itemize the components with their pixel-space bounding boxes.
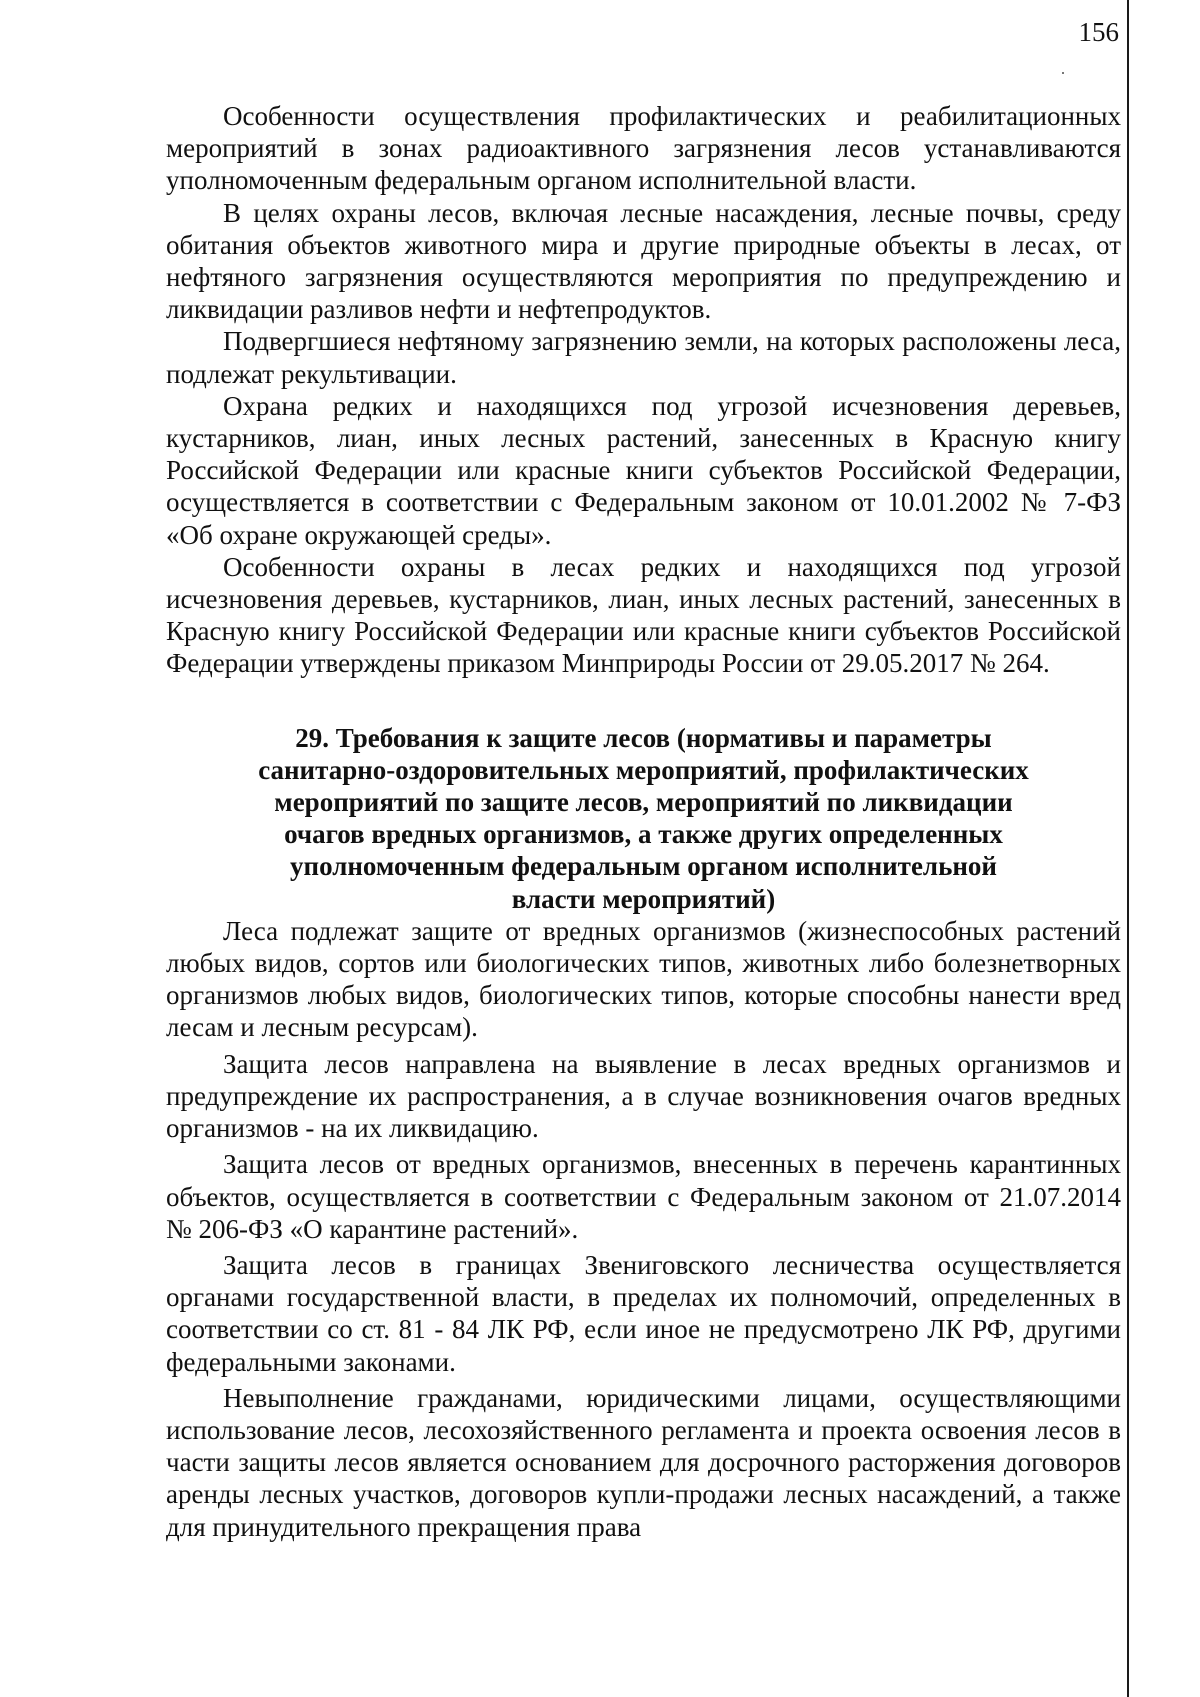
document-body <box>166 100 1121 1543</box>
page-number: 156 <box>1078 17 1119 47</box>
section-heading-line: очагов вредных организмов, а также других определенных <box>284 819 1003 850</box>
section-heading-line: уполномоченным федеральным органом исполнительной <box>290 851 997 882</box>
paragraph: Невыполнение гражданами, юридическими лицами, осуществляющими использование лесов, лесохозяйственного регламента и проекта освоения лесов в части защиты лесов является основанием для досрочного расторжения договоров аренды лесных участков, договоров купли-продажи лесных насаждений, а также для принудительного прекращения права <box>166 1382 1121 1542</box>
paragraph: Особенности охраны в лесах редких и находящихся под угрозой исчезновения деревьев, кустарников, лиан, иных лесных растений, занесенных в Красную книгу Российской Федерации или красные книги субъектов Российской Федерации утверждены приказом Минприроды России от 29.05.2017 № 264. <box>166 551 1121 679</box>
section-heading-line: 29. Требования к защите лесов (нормативы и параметры <box>295 722 992 753</box>
paragraph: Охрана редких и находящихся под угрозой исчезновения деревьев, кустарников, лиан, иных лесных растений, занесенных в Красную книгу Российской Федерации или красные книги субъектов Российской Федерации, осуществляется в соответствии с Федеральным законом от 10.01.2002 № 7-ФЗ «Об охране окружающей среды». <box>166 390 1121 550</box>
paragraph: В целях охраны лесов, включая лесные насаждения, лесные почвы, среду обитания объектов животного мира и другие природные объекты в лесах, от нефтяного загрязнения осуществляются мероприятия по предупреждению и ликвидации разливов нефти и нефтепродуктов. <box>166 197 1121 325</box>
paragraph: Защита лесов направлена на выявление в лесах вредных организмов и предупреждение их распространения, а в случае возникновения очагов вредных организмов - на их ликвидацию. <box>166 1048 1121 1144</box>
page-right-border <box>1127 0 1129 1697</box>
paragraph: Особенности осуществления профилактических и реабилитационных мероприятий в зонах радиоактивного загрязнения лесов устанавливаются уполномоченным федеральным органом исполнительной власти. <box>166 101 1121 196</box>
section-heading-line: мероприятий по защите лесов, мероприятий по ликвидации <box>274 787 1013 818</box>
paragraph: Леса подлежат защите от вредных организмов (жизнеспособных растений любых видов, сортов или биологических типов, животных либо болезнетворных организмов любых видов, биологических типов, которые способны нанести вред лесам и лесным ресурсам). <box>166 915 1121 1043</box>
scan-speck <box>1062 72 1064 74</box>
section-heading-line: власти мероприятий) <box>511 883 776 914</box>
paragraph: Подвергшиеся нефтяному загрязнению земли, на которых расположены леса, подлежат рекультивации. <box>166 326 1121 389</box>
paragraph: Защита лесов в границах Звениговского лесничества осуществляется органами государственной власти, в пределах их полномочий, определенных в соответствии со ст. 81 - 84 ЛК РФ, если иное не предусмотрено ЛК РФ, другими федеральными законами. <box>166 1249 1121 1377</box>
paragraph: Защита лесов от вредных организмов, внесенных в перечень карантинных объектов, осуществляется в соответствии с Федеральным законом от 21.07.2014 № 206-ФЗ «О карантине растений». <box>166 1149 1121 1244</box>
section-heading <box>166 722 1121 915</box>
section-heading-line: санитарно-оздоровительных мероприятий, профилактических <box>258 754 1029 785</box>
